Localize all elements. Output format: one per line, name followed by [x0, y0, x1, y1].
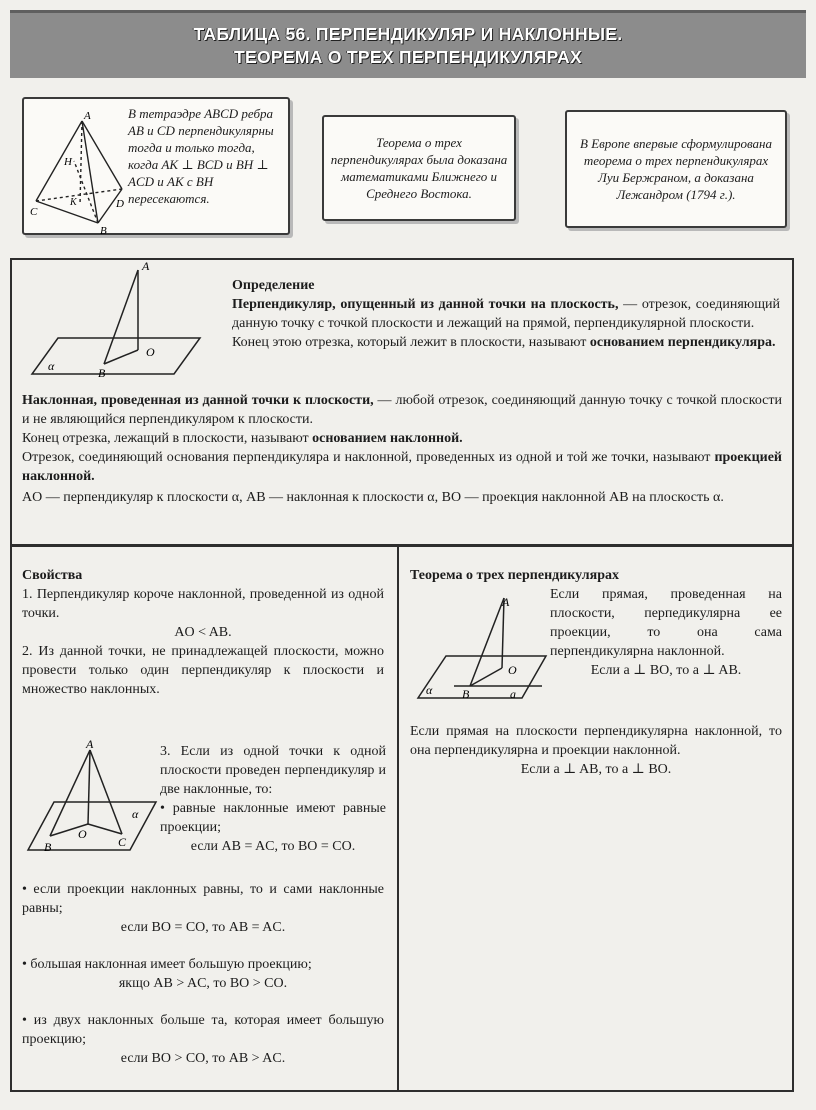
- fig2-label-alpha: α: [132, 807, 139, 821]
- property-3-bullet-3: • большая наклонная имеет большую проекцию;: [22, 957, 312, 972]
- fig3-label-alpha: α: [426, 683, 433, 697]
- property-3-bullet-1: • равные наклонные имеют равные проекции;: [160, 801, 386, 835]
- theorem-figure: [406, 590, 552, 706]
- fig1-label-o: O: [146, 345, 155, 359]
- property-3-bullet-1-formula: если AB = AC, то BO = CO.: [190, 839, 356, 854]
- property-1: 1. Перпендикуляр короче наклонной, проведенной из одной точки.: [22, 587, 384, 621]
- property-3-bullet-4-formula: если BO > CO, то AB > AC.: [120, 1051, 286, 1066]
- property-3-bullet-2: • если проекции наклонных равны, то и сами наклонные равны;: [22, 882, 384, 916]
- fig3-label-a: A: [502, 595, 510, 609]
- east-text: Теорема о трех перпендикулярах была доказана математиками Ближнего и Среднего Востока.: [330, 135, 508, 201]
- theorem-part1: [550, 585, 782, 680]
- properties-figure: [14, 738, 162, 858]
- europe-text: В Европе впервые сформулирована теорема о трех перпендикулярах Луи Бержраном, а доказана Лежандром (1794 г.).: [580, 136, 772, 202]
- theorem-p1: Если прямая, проведенная на плоскости, перпедикулярна ее проекции, то она сама перпендикулярна наклонной.: [550, 587, 782, 659]
- property-3-bullets: [22, 880, 384, 1068]
- property-3-bullet-3-formula: якщо AB > AC, то BO > CO.: [118, 976, 288, 991]
- definition-lower: [22, 391, 782, 507]
- properties-upper: [22, 566, 384, 699]
- tetra-label-h: H: [64, 156, 72, 168]
- fig2-label-o: O: [78, 827, 87, 841]
- definition-p6: AO — перпендикуляр к плоскости α, AB — наклонная к плоскости α, BO — проекция наклонной AB на плоскость α.: [22, 490, 724, 505]
- fig2-label-a: A: [86, 738, 94, 751]
- fig2-label-c: C: [118, 835, 127, 849]
- europe-card: [565, 110, 787, 228]
- tetrahedron-card: [22, 97, 290, 235]
- fig3-label-b: B: [462, 687, 470, 701]
- theorem-p2: Если прямая на плоскости перпендикулярна наклонной, то она перпендикулярна и проекции наклонной.: [410, 724, 782, 758]
- fig1-label-b: B: [98, 366, 106, 378]
- definition-upper: [232, 276, 780, 352]
- fig3-label-o: O: [508, 663, 517, 677]
- page-title: [10, 10, 806, 78]
- definition-p3: Наклонная, проведенная из данной точки к плоскости, — любой отрезок, соединяющий данную точку с точкой плоскости и не являющийся перпендикуляром к плоскости.: [22, 393, 783, 427]
- theorem-heading-wrap: [410, 566, 782, 585]
- tetra-label-d: D: [116, 198, 124, 210]
- definition-p4: Конец отрезка, лежащий в плоскости, называют основанием наклонной.: [22, 431, 463, 446]
- properties-heading: Свойства: [22, 568, 83, 583]
- definition-heading: Определение: [232, 278, 315, 293]
- east-card: [322, 115, 516, 221]
- tetrahedron-text: В тетраэдре ABCD ребра AB и CD перпендикулярны тогда и только тогда, когда AK ⊥ BCD и BH ⊥ ACD и AK с BH пересекаются.: [128, 106, 274, 206]
- tetrahedron-figure: [24, 101, 128, 235]
- definition-p2: Конец этою отрезка, который лежит в плоскости, называют основанием перпендикуляра.: [232, 335, 776, 350]
- tetra-label-b: B: [100, 225, 107, 235]
- property-3-block: [160, 742, 386, 856]
- theorem-p1-formula: Если a ⊥ BO, то a ⊥ AB.: [590, 663, 742, 678]
- tetra-label-c: C: [30, 206, 38, 218]
- theorem-part2: [410, 722, 782, 779]
- fig1-label-a: A: [142, 259, 150, 273]
- property-3-bullet-4: • из двух наклонных больше та, которая имеет большую проекцию;: [22, 1013, 384, 1047]
- definition-figure: [18, 258, 218, 378]
- property-1-formula: AO < AB.: [174, 625, 232, 640]
- theorem-p2-formula: Если a ⊥ AB, то a ⊥ BO.: [520, 762, 672, 777]
- fig1-label-alpha: α: [48, 359, 55, 373]
- title-line-2: ТЕОРЕМА О ТРЕХ ПЕРПЕНДИКУЛЯРАХ: [234, 46, 582, 67]
- tetra-label-a: A: [84, 110, 91, 122]
- property-2: 2. Из данной точки, не принадлежащей плоскости, можно провести только один перпендикуляр к плоскости и множество наклонных.: [22, 644, 384, 697]
- definition-p1: Перпендикуляр, опущенный из данной точки на плоскость, — отрезок, соединяющий данную точку с точкой плоскости и лежащий на прямой, перпендикулярной плоскости.: [232, 297, 780, 331]
- fig3-label-line: a: [510, 687, 516, 701]
- theorem-heading: Теорема о трех перпендикулярах: [410, 568, 620, 583]
- fig2-label-b: B: [44, 840, 52, 854]
- title-line-1: ТАБЛИЦА 56. ПЕРПЕНДИКУЛЯР И НАКЛОННЫЕ.: [193, 23, 623, 44]
- property-3-bullet-2-formula: если BO = CO, то AB = AC.: [120, 920, 286, 935]
- definition-p5: Отрезок, соединяющий основания перпендикуляра и наклонной, проведенных из одной и той же точки, называют проекцией наклонной.: [22, 450, 782, 484]
- property-3: 3. Если из одной точки к одной плоскости проведен перпендикуляр и две наклонные, то:: [160, 744, 386, 797]
- tetra-label-k: K: [70, 197, 77, 208]
